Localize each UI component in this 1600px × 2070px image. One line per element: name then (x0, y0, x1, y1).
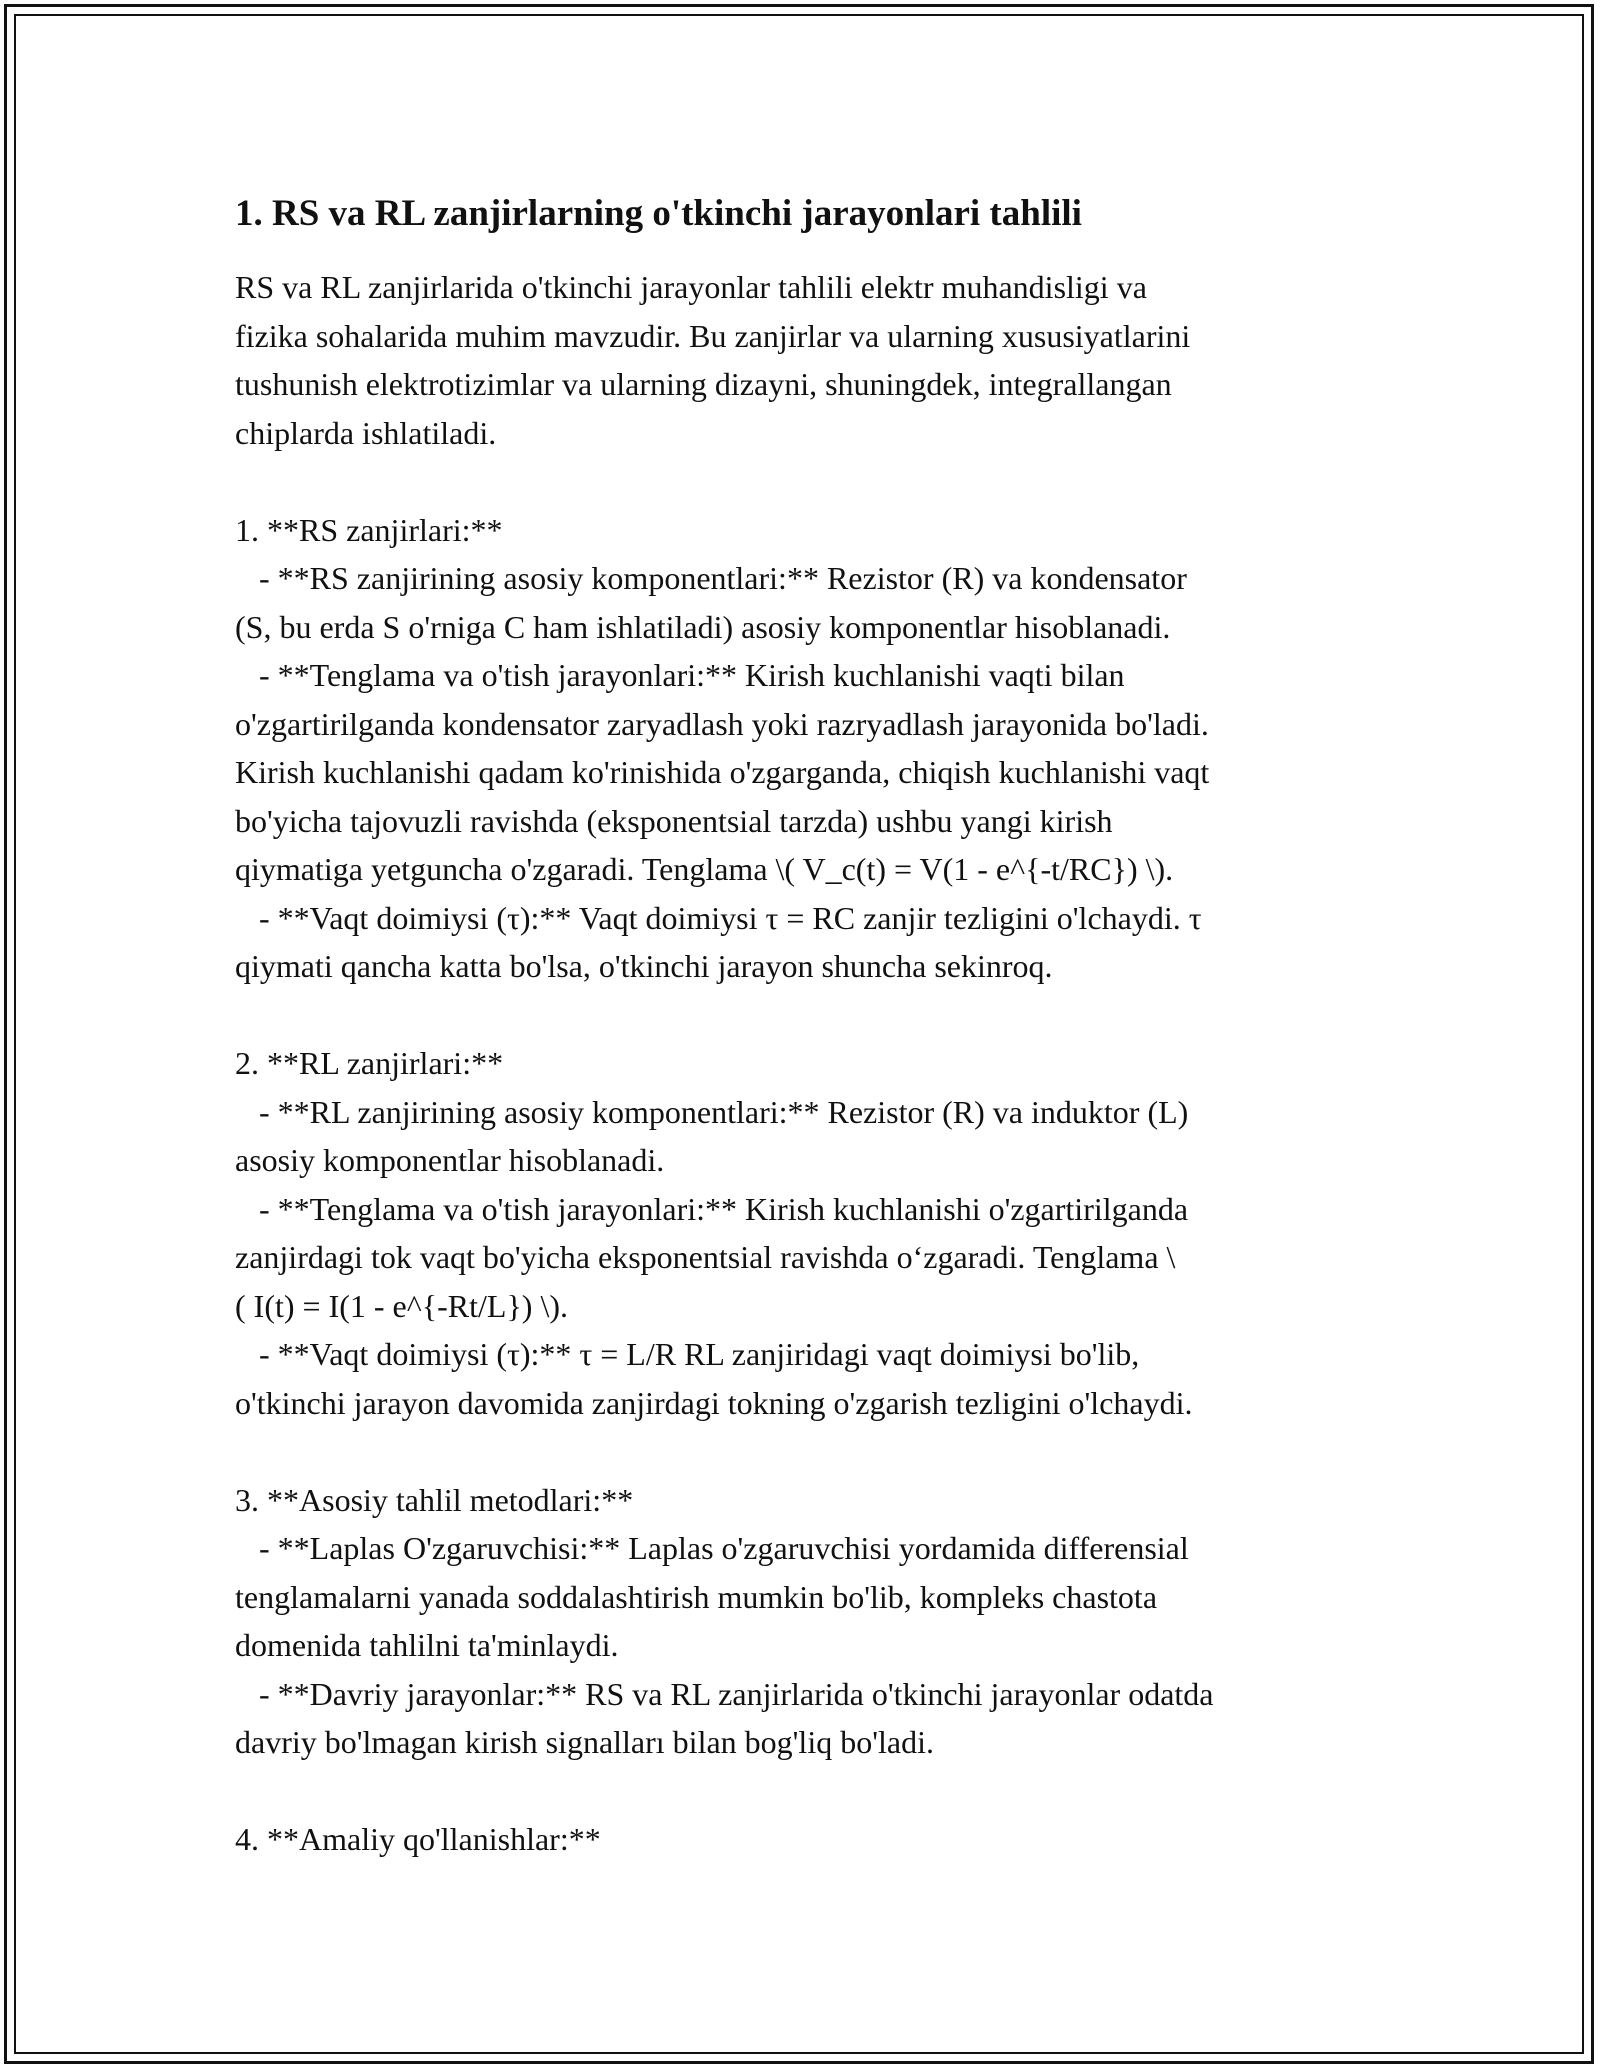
document-title: 1. RS va RL zanjirlarning o'tkinchi jarayonlari tahlili (235, 193, 1082, 234)
document-body: RS va RL zanjirlarida o'tkinchi jarayonlar tahlili elektr muhandisligi va fizika sohalarida muhim mavzudir. Bu zanjirlar va ularning xususiyatlarini tushunish elektrotizimlar va ularning dizayni, shuningdek, integrallangan chiplarda ishlatiladi. 1. **RS zanjirlari:** - **RS zanjirining asosiy komponentlari:** Rezistor (R) va kondensator (S, bu erda S o'rniga C ham ishlatiladi) asosiy komponentlar hisoblanadi. - **Tenglama va o'tish jarayonlari:** Kirish kuchlanishi vaqti bilan o'zgartirilganda kondensator zaryadlash yoki razryadlash jarayonida bo'ladi. Kirish kuchlanishi qadam ko'rinishida o'zgarganda, chiqish kuchlanishi vaqt bo'yicha tajovuzli ravishda (eksponentsial tarzda) ushbu yangi kirish qiymatiga yetguncha o'zgaradi. Tenglama \( V_c(t) = V(1 - e^{-t/RC}) \). - **Vaqt doimiysi (τ):** Vaqt doimiysi τ = RC zanjir tezligini o'lchaydi. τ qiymati qancha katta bo'lsa, o'tkinchi jarayon shuncha sekinroq. 2. **RL zanjirlari:** - **RL zanjirining asosiy komponentlari:** Rezistor (R) va induktor (L) asosiy komponentlar hisoblanadi. - **Tenglama va o'tish jarayonlari:** Kirish kuchlanishi o'zgartirilganda zanjirdagi tok vaqt bo'yicha eksponentsial ravishda o‘zgaradi. Tenglama \ ( I(t) = I(1 - e^{-Rt/L}) \). - **Vaqt doimiysi (τ):** τ = L/R RL zanjiridagi vaqt doimiysi bo'lib, o'tkinchi jarayon davomida zanjirdagi tokning o'zgarish tezligini o'lchaydi. 3. **Asosiy tahlil metodlari:** - **Laplas O'zgaruvchisi:** Laplas o'zgaruvchisi yordamida differensial tenglamalarni yanada soddalashtirish mumkin bo'lib, kompleks chastota domenida tahlilni ta'minlaydi. - **Davriy jarayonlar:** RS va RL zanjirlarida o'tkinchi jarayonlar odatda davriy bo'lmagan kirish signalları bilan bog'liq bo'ladi. 4. **Amaliy qo'llanishlar:** (235, 269, 1214, 1857)
document-page (235, 190, 1385, 1864)
